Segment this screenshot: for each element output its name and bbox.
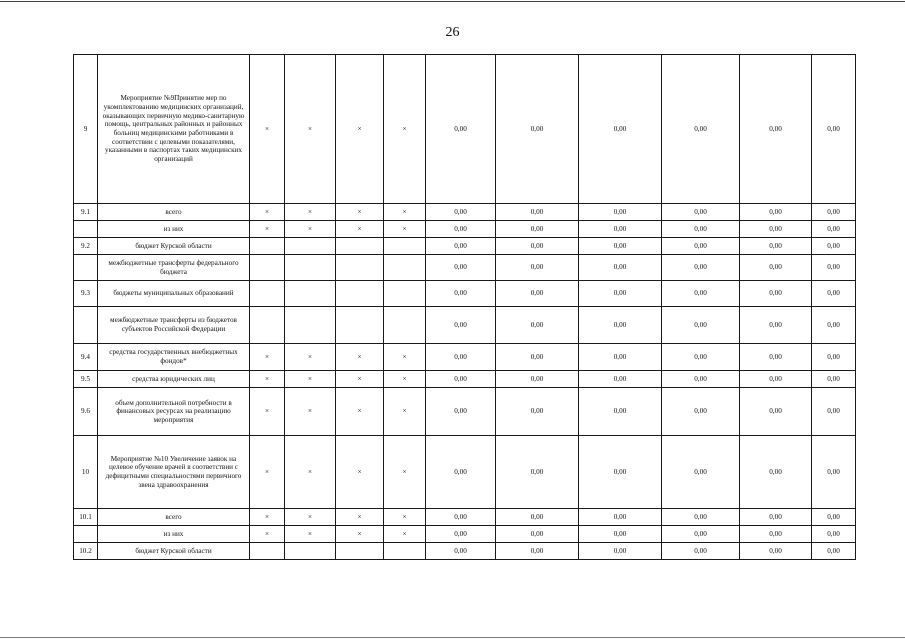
value-cell: 0,00	[426, 281, 496, 307]
mark-cell: ×	[250, 204, 285, 221]
value-cell: 0,00	[662, 221, 740, 238]
value-cell: 0,00	[812, 307, 856, 344]
value-cell: 0,00	[426, 436, 496, 509]
value-cell: 0,00	[579, 344, 662, 371]
row-description-cell: межбюджетные трансферты из бюджетов субъектов Российской Федерации	[98, 307, 250, 344]
mark-cell: ×	[250, 388, 285, 436]
row-description-cell: бюджеты муниципальных образований	[98, 281, 250, 307]
table-row	[74, 388, 856, 436]
mark-cell: ×	[384, 371, 426, 388]
value-cell: 0,00	[812, 344, 856, 371]
mark-cell: ×	[384, 55, 426, 204]
mark-cell: ×	[250, 526, 285, 543]
mark-cell	[285, 281, 336, 307]
mark-cell	[285, 255, 336, 281]
value-cell: 0,00	[740, 221, 812, 238]
mark-cell	[250, 255, 285, 281]
bottom-edge-rule	[0, 637, 905, 638]
mark-cell: ×	[336, 204, 384, 221]
mark-cell	[336, 543, 384, 560]
mark-cell: ×	[336, 221, 384, 238]
mark-cell	[336, 255, 384, 281]
value-cell: 0,00	[579, 526, 662, 543]
value-cell: 0,00	[812, 436, 856, 509]
mark-cell: ×	[336, 55, 384, 204]
mark-cell	[384, 238, 426, 255]
value-cell: 0,00	[579, 436, 662, 509]
row-number-cell: 9.2	[74, 238, 98, 255]
mark-cell: ×	[250, 509, 285, 526]
value-cell: 0,00	[662, 55, 740, 204]
mark-cell	[336, 238, 384, 255]
value-cell: 0,00	[426, 255, 496, 281]
value-cell: 0,00	[579, 543, 662, 560]
mark-cell: ×	[384, 204, 426, 221]
value-cell: 0,00	[662, 526, 740, 543]
value-cell: 0,00	[662, 388, 740, 436]
mark-cell	[250, 307, 285, 344]
value-cell: 0,00	[426, 238, 496, 255]
row-number-cell: 10	[74, 436, 98, 509]
mark-cell: ×	[285, 204, 336, 221]
mark-cell	[384, 307, 426, 344]
mark-cell: ×	[285, 55, 336, 204]
value-cell: 0,00	[496, 307, 579, 344]
value-cell: 0,00	[740, 204, 812, 221]
row-number-cell: 9.3	[74, 281, 98, 307]
table-row	[74, 436, 856, 509]
value-cell: 0,00	[426, 371, 496, 388]
value-cell: 0,00	[426, 388, 496, 436]
table-row	[74, 526, 856, 543]
page-number: 26	[445, 25, 460, 40]
value-cell: 0,00	[662, 509, 740, 526]
mark-cell: ×	[285, 371, 336, 388]
mark-cell: ×	[384, 436, 426, 509]
table-row	[74, 221, 856, 238]
mark-cell: ×	[250, 55, 285, 204]
table-row	[74, 344, 856, 371]
mark-cell	[384, 281, 426, 307]
financing-table	[73, 54, 856, 560]
value-cell: 0,00	[426, 526, 496, 543]
mark-cell	[285, 307, 336, 344]
top-edge-rule	[0, 1, 905, 2]
row-description-cell: всего	[98, 509, 250, 526]
value-cell: 0,00	[740, 255, 812, 281]
value-cell: 0,00	[740, 543, 812, 560]
value-cell: 0,00	[496, 204, 579, 221]
row-description-cell: бюджет Курской области	[98, 238, 250, 255]
mark-cell: ×	[384, 388, 426, 436]
value-cell: 0,00	[740, 238, 812, 255]
mark-cell	[250, 281, 285, 307]
row-description-cell: объем дополнительной потребности в финансовых ресурсах на реализацию мероприятия	[98, 388, 250, 436]
table-row	[74, 509, 856, 526]
mark-cell: ×	[250, 371, 285, 388]
row-number-cell: 9	[74, 55, 98, 204]
table-row	[74, 543, 856, 560]
mark-cell: ×	[285, 509, 336, 526]
value-cell: 0,00	[496, 436, 579, 509]
row-description-cell: средства государственных внебюджетных фондов*	[98, 344, 250, 371]
value-cell: 0,00	[426, 344, 496, 371]
mark-cell	[250, 543, 285, 560]
value-cell: 0,00	[740, 344, 812, 371]
mark-cell: ×	[285, 526, 336, 543]
value-cell: 0,00	[579, 55, 662, 204]
value-cell: 0,00	[740, 509, 812, 526]
mark-cell	[285, 238, 336, 255]
mark-cell	[336, 281, 384, 307]
row-number-cell: 10.2	[74, 543, 98, 560]
value-cell: 0,00	[579, 307, 662, 344]
row-description-cell: средства юридических лиц	[98, 371, 250, 388]
value-cell: 0,00	[662, 281, 740, 307]
row-description-cell: из них	[98, 221, 250, 238]
row-number-cell: 9.4	[74, 344, 98, 371]
mark-cell: ×	[384, 509, 426, 526]
mark-cell: ×	[285, 436, 336, 509]
mark-cell: ×	[250, 221, 285, 238]
row-description-cell: Мероприятие №9Принятие мер по укомплектованию медицинских организаций, оказывающих первичную медико-санитарную помощь, центральных районных и районных больниц медицинскими работниками в соответствии с целевыми показателями, указанными в паспортах таких медицинских организаций	[98, 55, 250, 204]
value-cell: 0,00	[740, 281, 812, 307]
value-cell: 0,00	[426, 307, 496, 344]
value-cell: 0,00	[662, 307, 740, 344]
value-cell: 0,00	[740, 388, 812, 436]
value-cell: 0,00	[579, 255, 662, 281]
value-cell: 0,00	[812, 204, 856, 221]
value-cell: 0,00	[812, 526, 856, 543]
mark-cell: ×	[336, 526, 384, 543]
mark-cell	[384, 255, 426, 281]
row-description-cell: всего	[98, 204, 250, 221]
mark-cell	[384, 543, 426, 560]
value-cell: 0,00	[496, 281, 579, 307]
table-row	[74, 238, 856, 255]
mark-cell: ×	[384, 221, 426, 238]
mark-cell: ×	[336, 344, 384, 371]
value-cell: 0,00	[662, 255, 740, 281]
value-cell: 0,00	[426, 55, 496, 204]
mark-cell: ×	[250, 436, 285, 509]
row-description-cell: межбюджетные трансферты федерального бюджета	[98, 255, 250, 281]
row-number-cell: 9.6	[74, 388, 98, 436]
value-cell: 0,00	[740, 436, 812, 509]
row-number-cell: 9.1	[74, 204, 98, 221]
value-cell: 0,00	[812, 238, 856, 255]
value-cell: 0,00	[662, 543, 740, 560]
value-cell: 0,00	[496, 238, 579, 255]
table-row	[74, 204, 856, 221]
value-cell: 0,00	[812, 221, 856, 238]
value-cell: 0,00	[496, 509, 579, 526]
mark-cell: ×	[336, 371, 384, 388]
row-number-cell: 10.1	[74, 509, 98, 526]
value-cell: 0,00	[662, 344, 740, 371]
value-cell: 0,00	[496, 371, 579, 388]
row-number-cell	[74, 307, 98, 344]
value-cell: 0,00	[812, 371, 856, 388]
row-number-cell	[74, 255, 98, 281]
row-number-cell	[74, 526, 98, 543]
mark-cell: ×	[384, 526, 426, 543]
value-cell: 0,00	[662, 371, 740, 388]
value-cell: 0,00	[579, 281, 662, 307]
mark-cell: ×	[336, 509, 384, 526]
mark-cell: ×	[285, 221, 336, 238]
value-cell: 0,00	[579, 388, 662, 436]
mark-cell: ×	[336, 436, 384, 509]
mark-cell: ×	[250, 344, 285, 371]
table-row	[74, 307, 856, 344]
mark-cell	[285, 543, 336, 560]
value-cell: 0,00	[426, 543, 496, 560]
value-cell: 0,00	[662, 204, 740, 221]
row-number-cell: 9.5	[74, 371, 98, 388]
mark-cell	[250, 238, 285, 255]
value-cell: 0,00	[812, 509, 856, 526]
value-cell: 0,00	[740, 371, 812, 388]
value-cell: 0,00	[579, 238, 662, 255]
value-cell: 0,00	[496, 221, 579, 238]
value-cell: 0,00	[496, 55, 579, 204]
mark-cell: ×	[336, 388, 384, 436]
mark-cell	[336, 307, 384, 344]
value-cell: 0,00	[496, 344, 579, 371]
value-cell: 0,00	[812, 281, 856, 307]
value-cell: 0,00	[812, 543, 856, 560]
row-description-cell: Мероприятие №10 Увеличение заявок на целевое обучение врачей в соответствии с дефицитными специальностями первичного звена здравоохранения	[98, 436, 250, 509]
table-row	[74, 55, 856, 204]
table-row	[74, 255, 856, 281]
row-description-cell: бюджет Курской области	[98, 543, 250, 560]
value-cell: 0,00	[579, 204, 662, 221]
mark-cell: ×	[384, 344, 426, 371]
value-cell: 0,00	[426, 509, 496, 526]
table-row	[74, 281, 856, 307]
value-cell: 0,00	[426, 221, 496, 238]
value-cell: 0,00	[812, 255, 856, 281]
value-cell: 0,00	[812, 388, 856, 436]
value-cell: 0,00	[426, 204, 496, 221]
value-cell: 0,00	[662, 238, 740, 255]
value-cell: 0,00	[579, 509, 662, 526]
value-cell: 0,00	[496, 526, 579, 543]
value-cell: 0,00	[812, 55, 856, 204]
row-description-cell: из них	[98, 526, 250, 543]
row-number-cell	[74, 221, 98, 238]
value-cell: 0,00	[740, 55, 812, 204]
value-cell: 0,00	[579, 221, 662, 238]
value-cell: 0,00	[579, 371, 662, 388]
value-cell: 0,00	[496, 388, 579, 436]
mark-cell: ×	[285, 388, 336, 436]
value-cell: 0,00	[662, 436, 740, 509]
mark-cell: ×	[285, 344, 336, 371]
value-cell: 0,00	[740, 307, 812, 344]
table-row	[74, 371, 856, 388]
value-cell: 0,00	[740, 526, 812, 543]
value-cell: 0,00	[496, 543, 579, 560]
value-cell: 0,00	[496, 255, 579, 281]
